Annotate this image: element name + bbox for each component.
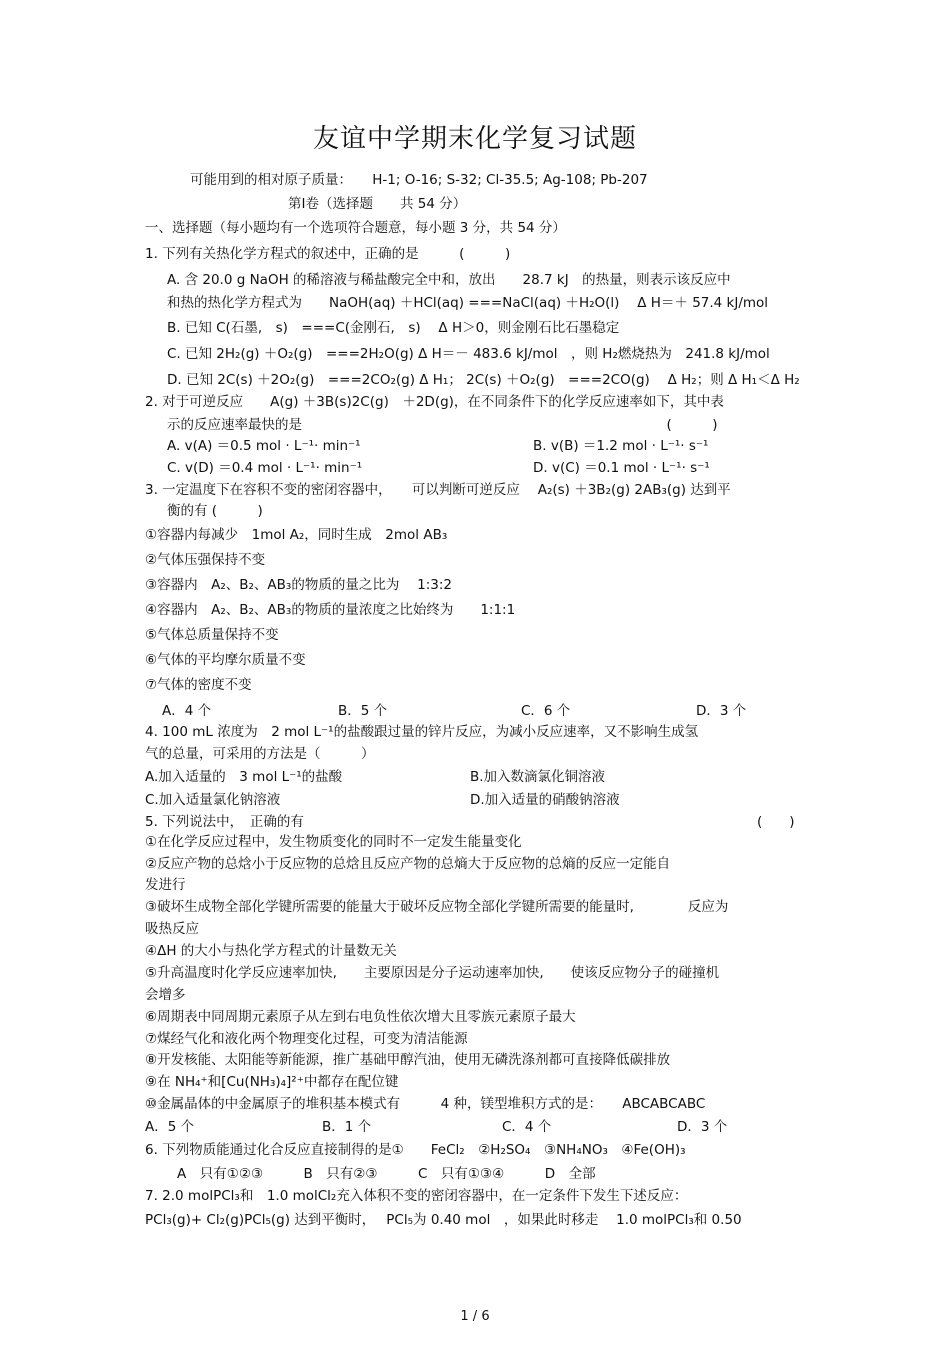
question-4-option-d: D.加入适量的硝酸钠溶液 <box>470 792 620 808</box>
question-5-statement-9: ⑨在 NH₄⁺和[Cu(NH₃)₄]²⁺中都存在配位键 <box>145 1074 399 1090</box>
document-title: 友谊中学期末化学复习试题 <box>312 124 637 154</box>
question-5-statement-10: ⑩金属晶体的中金属原子的堆积基本模式有 4 种，镁型堆积方式的是： ABCABCABC <box>145 1096 706 1112</box>
question-2-option-b: B. v(B) ＝1.2 mol · L⁻¹· s⁻¹ <box>533 438 709 454</box>
question-7-line-2: PCl₃(g)+ Cl₂(g)PCl₅(g) 达到平衡时， PCl₅为 0.40 mol ，如果此时移走 1.0 molPCl₃和 0.50 <box>145 1212 742 1228</box>
question-1-option-a-cont: 和热的热化学方程式为 NaOH(aq) ＋HCl(aq) ===NaCl(aq) ＋H₂O(l) Δ H＝＋ 57.4 kJ/mol <box>167 295 769 311</box>
question-5-answer-paren: ( ) <box>757 814 795 830</box>
question-5-statement-7: ⑦煤经气化和液化两个物理变化过程，可变为清洁能源 <box>145 1031 468 1047</box>
question-5-option-c: C．4 个 <box>502 1119 552 1135</box>
question-5-option-d: D．3 个 <box>677 1119 728 1135</box>
question-3-statement-1: ①容器内每减少 1mol A₂，同时生成 2mol AB₃ <box>145 527 448 543</box>
question-5-statement-5: ⑤升高温度时化学反应速率加快, 主要原因是分子运动速率加快, 使该反应物分子的碰撞机 <box>145 965 720 981</box>
question-1-stem: 1. 下列有关热化学方程式的叙述中，正确的是 ( ) <box>145 246 511 262</box>
question-2-stem: 2. 对于可逆反应 A(g) ＋3B(s)2C(g) ＋2D(g)，在不同条件下的化学反应速率如下，其中表 <box>145 394 724 410</box>
question-2-option-c: C. v(D) ＝0.4 mol · L⁻¹· min⁻¹ <box>167 460 363 476</box>
question-3-statement-4: ④容器内 A₂、B₂、AB₃的物质的量浓度之比始终为 1:1:1 <box>145 602 516 618</box>
question-3-stem: 3. 一定温度下在容积不变的密闭容器中， 可以判断可逆反应 A₂(s) ＋3B₂(g) 2AB₃(g) 达到平 <box>145 482 731 498</box>
question-2-option-d: D. v(C) ＝0.1 mol · L⁻¹· s⁻¹ <box>533 460 710 476</box>
atomic-masses: 可能用到的相对原子质量： H-1; O-16; S-32; Cl-35.5; Ag-108; Pb-207 <box>190 172 648 188</box>
page-number: 1 / 6 <box>460 1309 490 1324</box>
section-heading: 一、选择题（每小题均有一个选项符合题意，每小题 3 分，共 54 分） <box>145 220 566 236</box>
question-3-option-a: A．4 个 <box>162 703 212 719</box>
question-3-option-d: D．3 个 <box>696 703 747 719</box>
question-2-option-a: A. v(A) ＝0.5 mol · L⁻¹· min⁻¹ <box>167 438 361 454</box>
question-5-statement-4: ④ΔH 的大小与热化学方程式的计量数无关 <box>145 943 397 959</box>
question-5-statement-2: ②反应产物的总焓小于反应物的总焓且反应产物的总熵大于反应物的总熵的反应一定能自 <box>145 856 671 872</box>
part1-header: 第Ⅰ卷（选择题 共 54 分） <box>288 196 467 212</box>
question-3-statement-7: ⑦气体的密度不变 <box>145 677 252 693</box>
question-3-statement-2: ②气体压强保持不变 <box>145 552 266 568</box>
question-5-statement-5-cont: 会增多 <box>145 987 186 1003</box>
question-1-option-c: C. 已知 2H₂(g) ＋O₂(g) ===2H₂O(g) Δ H＝－ 483.6 kJ/mol ，则 H₂燃烧热为 241.8 kJ/mol <box>167 346 770 362</box>
question-5-statement-3: ③破坏生成物全部化学键所需要的能量大于破坏反应物全部化学键所需要的能量时, 反应为 <box>145 899 729 915</box>
question-4-stem: 4. 100 mL 浓度为 2 mol L⁻¹的盐酸跟过量的锌片反应，为减小反应速率，又不影响生成氢 <box>145 724 699 740</box>
question-3-stem-cont: 衡的有 ( ) <box>167 503 263 519</box>
question-5-option-b: B．1 个 <box>322 1119 372 1135</box>
question-4-option-b: B.加入数滴氯化铜溶液 <box>470 769 606 785</box>
question-3-option-b: B．5 个 <box>338 703 388 719</box>
question-3-statement-3: ③容器内 A₂、B₂、AB₃的物质的量之比为 1:3:2 <box>145 577 452 593</box>
question-4-option-c: C.加入适量氯化钠溶液 <box>145 792 281 808</box>
question-2-stem-cont: 示的反应速率最快的是 ( ) <box>167 417 718 433</box>
question-1-option-b: B. 已知 C(石墨, s) ===C(金刚石, s) Δ H＞0，则金刚石比石墨稳定 <box>167 320 620 336</box>
question-1-option-d: D. 已知 2C(s) ＋2O₂(g) ===2CO₂(g) Δ H₁； 2C(s) ＋O₂(g) ===2CO(g) Δ H₂；则 Δ H₁＜Δ H₂ <box>167 372 800 388</box>
question-3-statement-6: ⑥气体的平均摩尔质量不变 <box>145 652 306 668</box>
question-5-statement-2-cont: 发进行 <box>145 877 186 893</box>
question-5-statement-8: ⑧开发核能、太阳能等新能源，推广基础甲醇汽油，使用无磷洗涤剂都可直接降低碳排放 <box>145 1052 671 1068</box>
question-5-option-a: A．5 个 <box>145 1119 195 1135</box>
question-5-statement-1: ①在化学反应过程中，发生物质变化的同时不一定发生能量变化 <box>145 834 522 850</box>
question-6-stem: 6. 下列物质能通过化合反应直接制得的是① FeCl₂ ②H₂SO₄ ③NH₄NO₃ ④Fe(OH)₃ <box>145 1142 686 1158</box>
question-5-statement-3-cont: 吸热反应 <box>145 921 199 937</box>
question-5-statement-6: ⑥周期表中同周期元素原子从左到右电负性依次增大且零族元素原子最大 <box>145 1009 576 1025</box>
question-1-option-a: A. 含 20.0 g NaOH 的稀溶液与稀盐酸完全中和，放出 28.7 kJ 的热量，则表示该反应中 <box>167 272 731 288</box>
question-6-options: A 只有①②③ B 只有②③ C 只有①③④ D 全部 <box>177 1166 596 1182</box>
question-4-option-a: A.加入适量的 3 mol L⁻¹的盐酸 <box>145 769 343 785</box>
question-4-stem-cont: 气的总量，可采用的方法是（ ） <box>145 746 375 762</box>
question-5-stem: 5. 下列说法中， 正确的有 <box>145 814 304 830</box>
question-7-line-1: 7. 2.0 molPCl₃和 1.0 molCl₂充入体积不变的密闭容器中，在一定条件下发生下述反应： <box>145 1188 688 1204</box>
question-3-option-c: C．6 个 <box>521 703 571 719</box>
question-3-statement-5: ⑤气体总质量保持不变 <box>145 627 279 643</box>
